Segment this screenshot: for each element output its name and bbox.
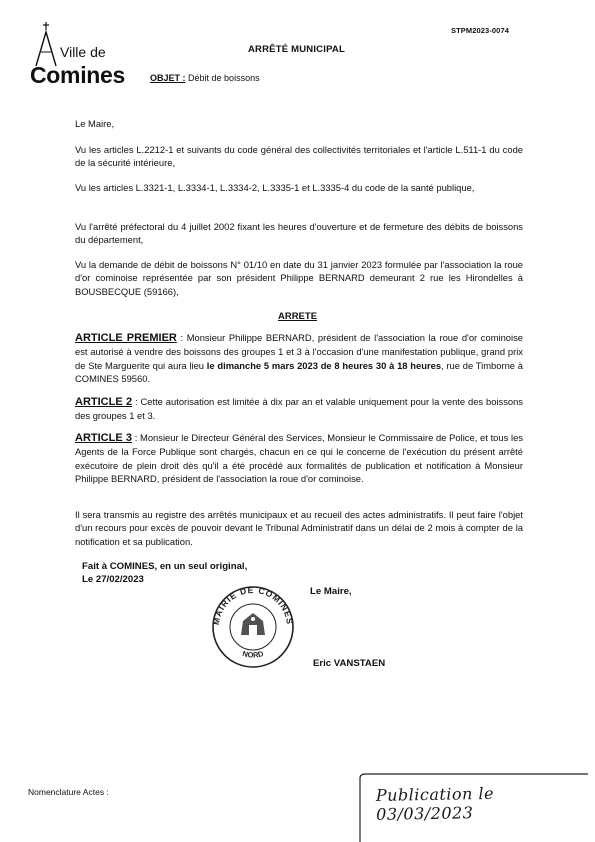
decision-heading: ARRETE [277,311,318,322]
article-label: ARTICLE PREMIER [75,332,177,344]
mayor-name: Eric VANSTAEN [313,658,386,669]
article-label: ARTICLE 3 [75,432,132,444]
publication-note: Publication le 03/03/2023 [375,783,495,824]
logo-line-comines: Comines [30,62,126,88]
stamp-bottom-text: NORD [241,649,265,660]
closing-paragraph: Il sera transmis au registre des arrêtés municipaux et au recueil des actes administratifs. Il peut faire l'objet d'un recours pour excès de pouvoir devant le Tribunal Administratif dans un délai de 2 mois à compter de la notification et sa publication. [75,509,523,547]
article-label: ARTICLE 2 [75,396,133,408]
nomenclature-label: Nomenclature Actes : [28,787,109,797]
article-text: : Monsieur Philippe BERNARD, président de l'association la roue d'or cominoise est autorisé à vendre des boissons des groupes 1 et 3 à l'occasion d'une manifestation publique, grand prix de Ste Marguerite qui aura lieu [75,332,523,371]
signature-title: Le Maire, [310,586,352,597]
article-3 [75,431,523,485]
article-text: : Cette autorisation est limitée à dix par an et valable uniquement pour la vente des boissons des groupes 1 et 3. [75,396,523,422]
consideration-1: Vu les articles L.2212-1 et suivants du code général des collectivités territoriales et l'article L.511-1 du code de la sécurité intérieure, [75,144,523,169]
consideration-2: Vu les articles L.3321-1, L.3334-1, L.3334-2, L.3335-1 et L.3335-4 du code de la santé publique, [75,182,475,193]
mairie-stamp-icon [205,583,301,669]
consideration-3: Vu l'arrêté préfectoral du 4 juillet 2002 fixant les heures d'ouverture et de fermeture des débits de boissons du département, [75,221,523,246]
article-text-end: , rue de Timborne à COMINES 59560. [75,359,523,384]
article-premier [75,331,523,385]
document-reference: STPM2023-0074 [451,26,510,35]
objet-label: OBJET : [150,73,186,83]
stamp-top-text: MAIRIE DE COMINES [210,584,296,626]
logo-line-ville: Ville de [60,44,106,60]
signature-date: Le 27/02/2023 [82,574,144,585]
city-logo-icon [30,20,62,68]
article-date-highlight: le dimanche 5 mars 2023 de 8 heures 30 à 18 heures [206,359,442,371]
salutation: Le Maire, [75,118,115,129]
consideration-4: Vu la demande de débit de boissons N° 01/10 en date du 31 janvier 2023 formulée par l'association la roue d'or cominoise représentée par son président Philippe BERNARD demeurant 2 rue les Hirondelles à BOUSBECQUE (59166), [75,259,523,297]
signature-place: Fait à COMINES, en un seul original, [82,561,248,572]
objet-text: Débit de boissons [188,73,260,83]
article-2 [75,395,523,423]
objet-line [150,73,260,83]
page-title: ARRÊTÉ MUNICIPAL [248,44,345,55]
article-text: : Monsieur le Directeur Général des Services, Monsieur le Commissaire de Police, et tous les Agents de la Force Publique sont chargés, chacun en ce qui le concerne de l'exécution du présent arrêté exécutoire de plein droit dès qu'il a été procédé aux formalités de publication et notification à Monsieur Philippe BERNARD, président de l'association la roue d'or cominoise. [75,432,524,484]
